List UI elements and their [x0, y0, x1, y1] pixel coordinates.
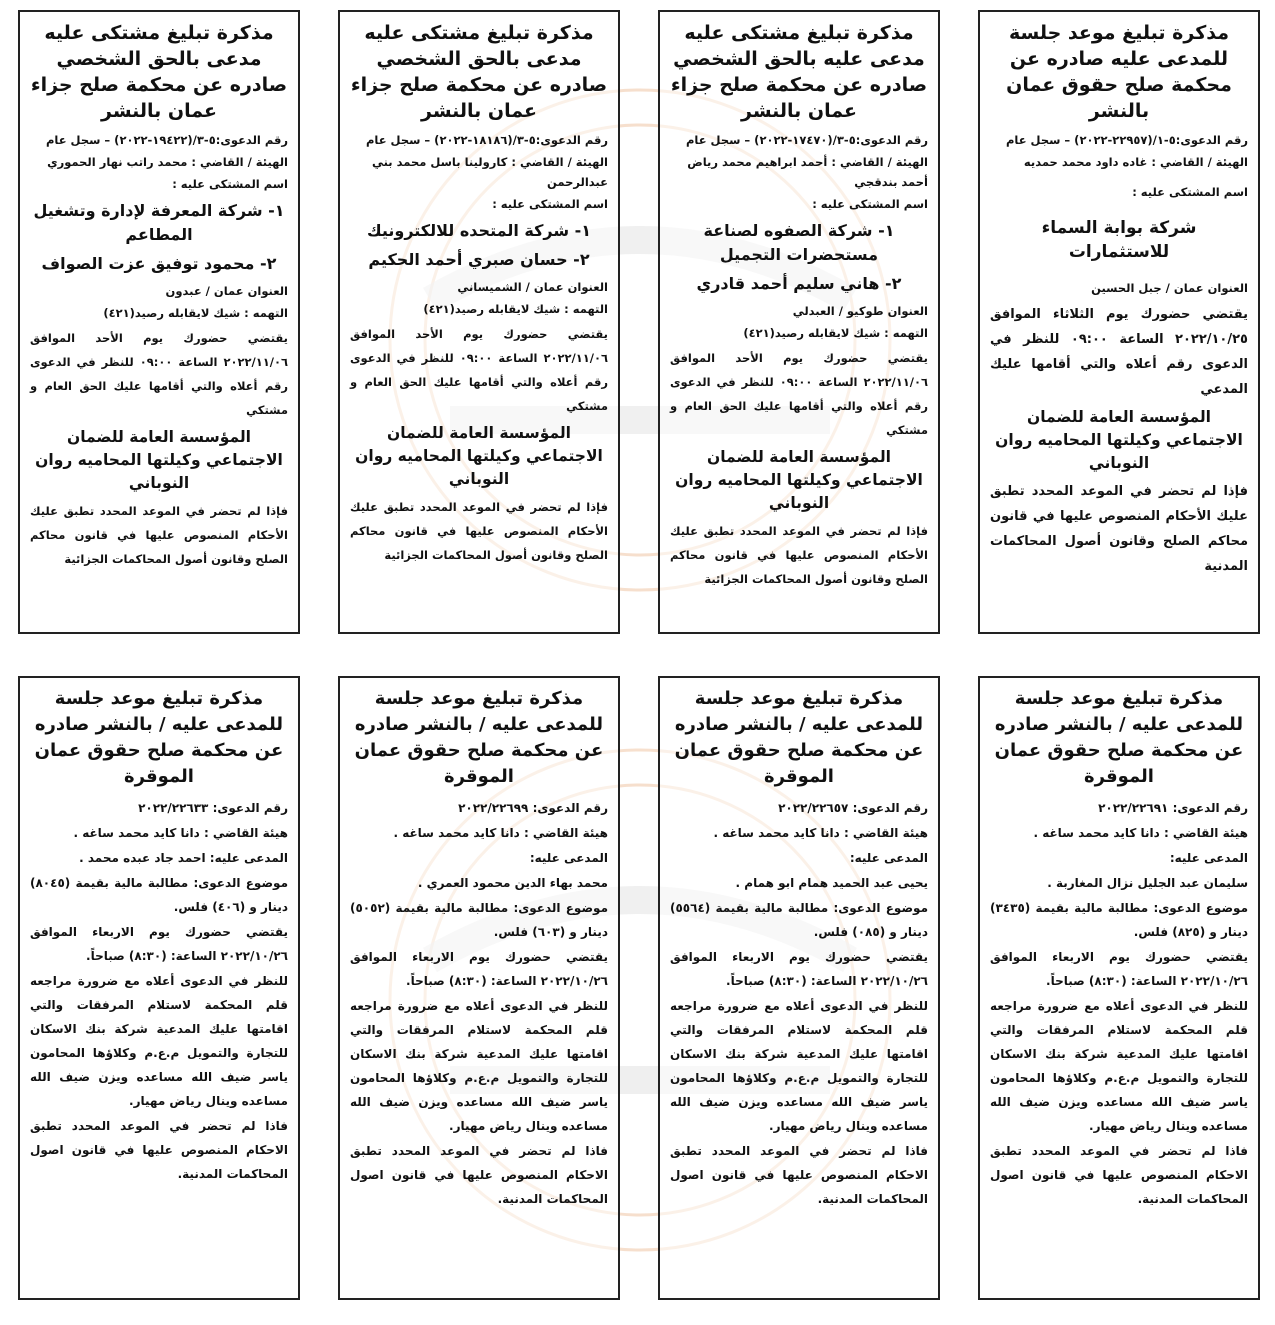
- defendant-label: المدعى عليه: احمد جاد عبده محمد .: [79, 851, 288, 865]
- subject-text: موضوع الدعوى: مطالبة مالية بقيمة (٥٥٦٤) دينار و (٠٨٥) فلس.: [670, 901, 928, 939]
- charge-line: التهمه : شيك لايقابله رصيد(٤٢١): [103, 306, 288, 320]
- notice-card: [18, 10, 300, 634]
- judge-line: الهيئة / القاضي : أحمد ابراهيم محمد رياض أحمد بندقجي: [687, 155, 928, 189]
- judge-line: الهيئة / القاضي : كارولينا باسل محمد بني عبدالرحمن: [371, 155, 608, 189]
- accused-name: ٢- هاني سليم أحمد قادري: [696, 274, 902, 293]
- body-text: للنظر في الدعوى أعلاه مع ضرورة مراجعه قلم المحكمة لاستلام المرفقات والتي اقامتها عليك المدعية شركة بنك الاسكان للتجارة والتمويل م.ع.م وكلاؤها المحامون ياسر ضيف الله مساعده ويزن ضيف الله مساعده وينال رياض مهيار.: [990, 999, 1248, 1133]
- case-number: رقم الدعوى: ٢٠٢٢/٢٢٦٥٧: [778, 801, 928, 815]
- plaintiff-text: المؤسسة العامة للضمان الاجتماعي وكيلتها المحاميه روان النوباني: [995, 408, 1243, 472]
- hearing-text: يقتضي حضورك يوم الاربعاء الموافق ٢٠٢٢/١٠/٢٦ الساعة: (٨:٣٠) صباحاً.: [30, 925, 288, 963]
- judge-line: هيئة القاضي : دانا كايد محمد ساغه .: [393, 826, 608, 840]
- judge-line: الهيئة / القاضي : غاده داود محمد حمديه: [1023, 155, 1248, 169]
- hearing-text: يقتضي حضورك يوم الأحد الموافق ٢٠٢٢/١١/٠٦ الساعة ٠٩:٠٠ للنظر في الدعوى رقم أعلاه والتي أقامها عليك الحق العام و مشتكي: [670, 351, 929, 437]
- case-number: رقم الدعوى:٥-٣/(١٩٤٢٢-٢٠٢٢) – سجل عام: [45, 133, 288, 147]
- notice-title: مذكرة تبليغ موعد جلسة للمدعى عليه / بالنشر صادره عن محكمة صلح حقوق عمان الموقرة: [994, 688, 1244, 787]
- judge-line: هيئة القاضي : دانا كايد محمد ساغه .: [713, 826, 928, 840]
- hearing-text: يقتضي حضورك يوم الاربعاء الموافق ٢٠٢٢/١٠/٢٦ الساعة: (٨:٣٠) صباحاً.: [990, 950, 1248, 988]
- body-text: للنظر في الدعوى أعلاه مع ضرورة مراجعه قلم المحكمة لاستلام المرفقات والتي اقامتها عليك المدعية شركة بنك الاسكان للتجارة والتمويل م.ع.م وكلاؤها المحامون ياسر ضيف الله مساعده ويزن ضيف الله مساعده وينال رياض مهيار.: [30, 974, 288, 1108]
- address-line: العنوان عمان / جبل الحسين: [1091, 281, 1248, 295]
- plaintiff-text: المؤسسة العامة للضمان الاجتماعي وكيلتها المحاميه روان النوباني: [35, 428, 283, 492]
- notice-title: مذكرة تبليغ مشتكى عليه مدعى بالحق الشخصي صادره عن محكمة صلح جزاء عمان بالنشر: [350, 22, 608, 122]
- case-number: رقم الدعوى:٥-٣/(١٧٤٧٠-٢٠٢٢) – سجل عام: [685, 133, 928, 147]
- case-number: رقم الدعوى:٥-١/(٢٢٩٥٧-٢٠٢٢) – سجل عام: [1005, 133, 1248, 147]
- judge-line: هيئة القاضي : دانا كايد محمد ساغه .: [73, 826, 288, 840]
- notice-card: [338, 676, 620, 1300]
- accused-label: اسم المشتكى عليه :: [1132, 185, 1248, 199]
- case-number: رقم الدعوى: ٢٠٢٢/٢٢٦٩٩: [458, 801, 608, 815]
- accused-name: ٢- حسان صبري أحمد الحكيم: [368, 250, 590, 269]
- subject-text: موضوع الدعوى: مطالبة مالية بقيمة (٨٠٤٥) دينار و (٤٠٦) فلس.: [30, 876, 288, 914]
- defendant-name: يحيى عبد الحميد همام ابو همام .: [735, 876, 928, 890]
- accused-label: اسم المشتكى عليه :: [172, 177, 288, 191]
- warning-text: فإذا لم تحضر في الموعد المحدد تطبق عليك الأحكام المنصوص عليها في قانون محاكم الصلح وقانون أصول المحاكمات المدنية: [990, 484, 1248, 574]
- address-line: العنوان عمان / الشميساني: [457, 280, 608, 294]
- hearing-text: يقتضي حضورك يوم الأحد الموافق ٢٠٢٢/١١/٠٦ الساعة ٠٩:٠٠ للنظر في الدعوى رقم أعلاه والتي أقامها عليك الحق العام و مشتكي: [30, 331, 289, 417]
- case-number: رقم الدعوى:٥-٣/(١٨١٨٦-٢٠٢٢) – سجل عام: [365, 133, 608, 147]
- warning-text: فإذا لم تحضر في الموعد المحدد تطبق عليك الأحكام المنصوص عليها في قانون محاكم الصلح وقانون أصول المحاكمات الجزائية: [670, 524, 928, 586]
- defendant-label: المدعى عليه:: [849, 851, 928, 865]
- accused-name: ١- شركة المتحده للالكترونيك: [366, 221, 592, 240]
- defendant-name: محمد بهاء الدين محمود العمري .: [417, 876, 608, 890]
- hearing-text: يقتضي حضورك يوم الثلاثاء الموافق ٢٠٢٢/١٠/٢٥ الساعة ٠٩:٠٠ للنظر في الدعوى رقم أعلاه والتي أقامها عليك المدعي: [990, 307, 1248, 397]
- subject-text: موضوع الدعوى: مطالبة مالية بقيمة (٥٠٥٢) دينار و (٦٠٣) فلس.: [350, 901, 608, 939]
- notice-card: [338, 10, 620, 634]
- body-text: للنظر في الدعوى أعلاه مع ضرورة مراجعه قلم المحكمة لاستلام المرفقات والتي اقامتها عليك المدعية شركة بنك الاسكان للتجارة والتمويل م.ع.م وكلاؤها المحامون ياسر ضيف الله مساعده ويزن ضيف الله مساعده وينال رياض مهيار.: [670, 999, 928, 1133]
- accused-name: شركة بوابة السماء للاستثمارات: [1041, 218, 1197, 262]
- defendant-name: سليمان عبد الجليل نزال المغاربة .: [1047, 876, 1248, 890]
- plaintiff-text: المؤسسة العامة للضمان الاجتماعي وكيلتها المحاميه روان النوباني: [355, 424, 603, 488]
- charge-line: التهمه : شيك لايقابله رصيد(٤٢١): [423, 302, 608, 316]
- notice-card: [658, 10, 940, 634]
- body-text: للنظر في الدعوى أعلاه مع ضرورة مراجعه قلم المحكمة لاستلام المرفقات والتي اقامتها عليك المدعية شركة بنك الاسكان للتجارة والتمويل م.ع.م وكلاؤها المحامون ياسر ضيف الله مساعده ويزن ضيف الله مساعده وينال رياض مهيار.: [350, 999, 608, 1133]
- defendant-label: المدعى عليه:: [529, 851, 608, 865]
- subject-text: موضوع الدعوى: مطالبة مالية بقيمة (٣٤٣٥) دينار و (٨٢٥) فلس.: [990, 901, 1248, 939]
- accused-name: ١- شركة الصفوه لصناعة مستحضرات التجميل: [703, 221, 895, 264]
- accused-name: ٢- محمود توفيق عزت الصواف: [41, 254, 277, 273]
- notice-card: [978, 10, 1260, 634]
- warning-text: فاذا لم تحضر في الموعد المحدد تطبق الاحكام المنصوص عليها في قانون اصول المحاكمات المدنية.: [30, 1119, 288, 1181]
- warning-text: فاذا لم تحضر في الموعد المحدد تطبق الاحكام المنصوص عليها في قانون اصول المحاكمات المدنية.: [670, 1144, 928, 1206]
- hearing-text: يقتضي حضورك يوم الاربعاء الموافق ٢٠٢٢/١٠/٢٦ الساعة: (٨:٣٠) صباحاً.: [350, 950, 608, 988]
- accused-name: ١- شركة المعرفة لإدارة وتشغيل المطاعم: [33, 201, 285, 244]
- warning-text: فاذا لم تحضر في الموعد المحدد تطبق الاحكام المنصوص عليها في قانون اصول المحاكمات المدنية.: [350, 1144, 608, 1206]
- notice-title: مذكرة تبليغ مشتكى عليه مدعى عليه بالحق الشخصي صادره عن محكمة صلح جزاء عمان بالنشر: [670, 22, 928, 122]
- address-line: العنوان عمان / عبدون: [165, 284, 288, 298]
- accused-label: اسم المشتكى عليه :: [812, 197, 928, 211]
- notice-title: مذكرة تبليغ مشتكى عليه مدعى بالحق الشخصي صادره عن محكمة صلح جزاء عمان بالنشر: [30, 22, 288, 122]
- hearing-text: يقتضي حضورك يوم الاربعاء الموافق ٢٠٢٢/١٠/٢٦ الساعة: (٨:٣٠) صباحاً.: [670, 950, 928, 988]
- notice-card: [18, 676, 300, 1300]
- defendant-label: المدعى عليه:: [1169, 851, 1248, 865]
- judge-line: هيئة القاضي : دانا كايد محمد ساغه .: [1033, 826, 1248, 840]
- notice-title: مذكرة تبليغ موعد جلسة للمدعى عليه / بالنشر صادره عن محكمة صلح حقوق عمان الموقرة: [34, 688, 284, 787]
- judge-line: الهيئة / القاضي : محمد راتب نهار الحموري: [47, 155, 288, 169]
- case-number: رقم الدعوى: ٢٠٢٢/٢٢٦٣٣: [138, 801, 288, 815]
- notice-card: [658, 676, 940, 1300]
- notice-title: مذكرة تبليغ موعد جلسة للمدعى عليه / بالنشر صادره عن محكمة صلح حقوق عمان الموقرة: [354, 688, 604, 787]
- notice-card: [978, 676, 1260, 1300]
- warning-text: فإذا لم تحضر في الموعد المحدد تطبق عليك الأحكام المنصوص عليها في قانون محاكم الصلح وقانون أصول المحاكمات الجزائية: [30, 504, 288, 566]
- plaintiff-text: المؤسسة العامة للضمان الاجتماعي وكيلتها المحاميه روان النوباني: [675, 448, 923, 512]
- warning-text: فاذا لم تحضر في الموعد المحدد تطبق الاحكام المنصوص عليها في قانون اصول المحاكمات المدنية.: [990, 1144, 1248, 1206]
- case-number: رقم الدعوى: ٢٠٢٢/٢٢٦٩١: [1098, 801, 1248, 815]
- hearing-text: يقتضي حضورك يوم الأحد الموافق ٢٠٢٢/١١/٠٦ الساعة ٠٩:٠٠ للنظر في الدعوى رقم أعلاه والتي أقامها عليك الحق العام و مشتكي: [350, 327, 609, 413]
- notice-title: مذكرة تبليغ موعد جلسة للمدعى عليه صادره عن محكمة صلح حقوق عمان بالنشر: [1006, 22, 1232, 122]
- address-line: العنوان طوكيو / العبدلي: [792, 304, 928, 318]
- warning-text: فإذا لم تحضر في الموعد المحدد تطبق عليك الأحكام المنصوص عليها في قانون محاكم الصلح وقانون أصول المحاكمات الجزائية: [350, 500, 608, 562]
- charge-line: التهمه : شيك لايقابله رصيد(٤٢١): [743, 326, 928, 340]
- accused-label: اسم المشتكى عليه :: [492, 197, 608, 211]
- notice-title: مذكرة تبليغ موعد جلسة للمدعى عليه / بالنشر صادره عن محكمة صلح حقوق عمان الموقرة: [674, 688, 924, 787]
